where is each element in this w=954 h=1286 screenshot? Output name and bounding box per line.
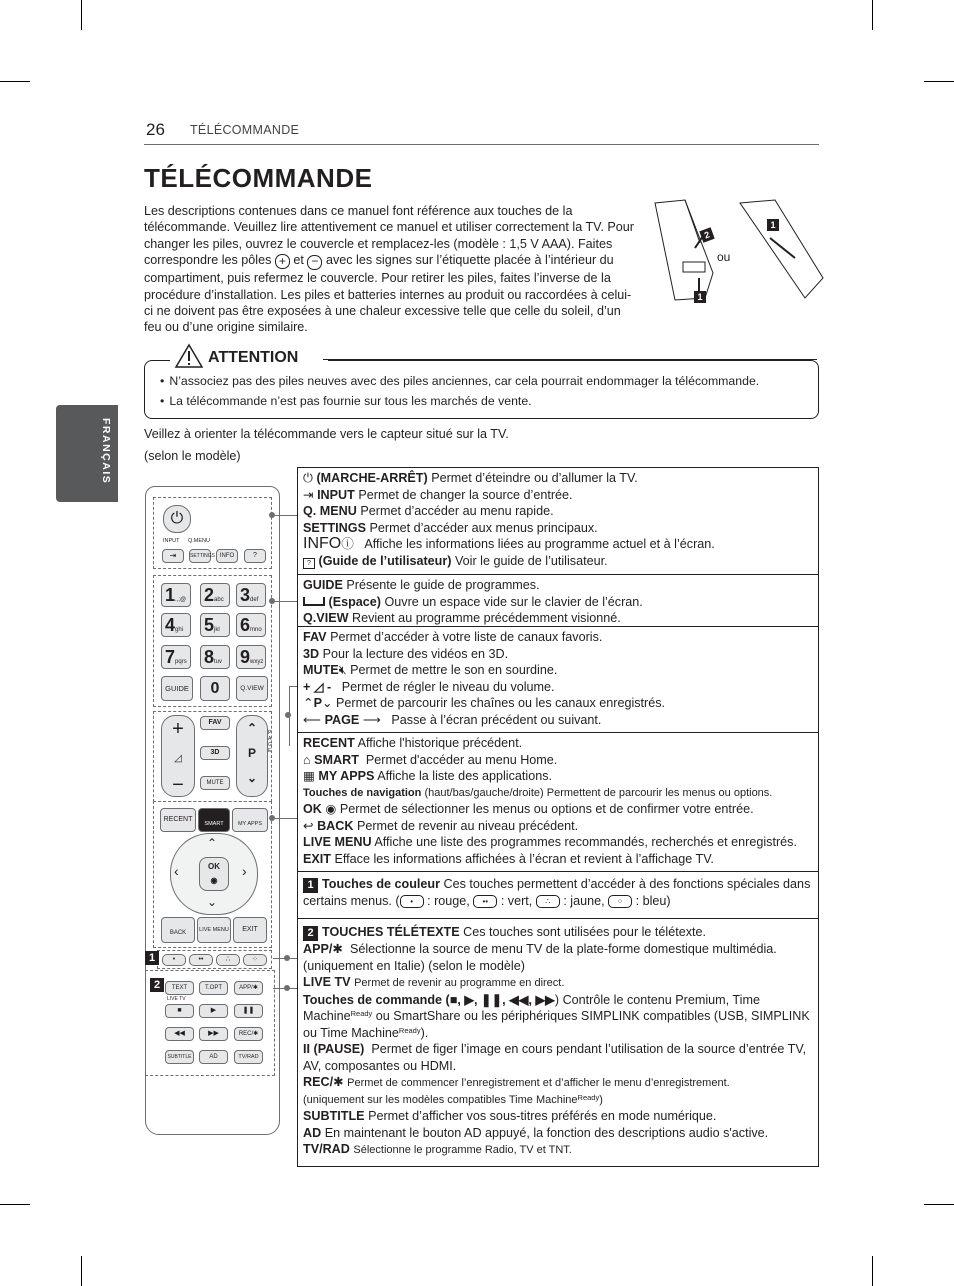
remote-p-label: P [247, 746, 256, 760]
remote-pause-button: ❚❚ [234, 1004, 263, 1018]
mute-key: MUTE [303, 663, 339, 677]
blue-label: : bleu) [635, 894, 671, 908]
remote-rec-button: REC/✱ [234, 1027, 263, 1041]
battery-step-1b: 1 [767, 219, 779, 231]
chevron-up-icon: ⌃ [303, 696, 314, 710]
recent-key: RECENT [303, 736, 355, 750]
remote-topt-button: T.OPT [199, 981, 228, 995]
nav-right-icon: › [242, 863, 247, 879]
remote-badge-1: 1 [145, 951, 159, 965]
remote-recent-button: RECENT [160, 808, 196, 832]
remote-settings-button: SETTINGS [189, 549, 211, 563]
remote-exit-button: EXIT [233, 917, 267, 943]
nav-up-icon: ⌃ [207, 836, 218, 850]
remote-info-button: INFO [216, 549, 238, 563]
qview-key: Q.VIEW [303, 611, 349, 625]
remote-mute-button: MUTE [200, 776, 230, 790]
app-key: APP/ [303, 942, 333, 956]
remote-livetv-label: LIVE TV [167, 996, 186, 1002]
table-row [298, 732, 818, 871]
settings-desc: Permet d’accéder aux menus principaux. [369, 520, 598, 535]
info-desc: Affiche les informations liées au programme actuel et à l’écran. [364, 537, 715, 551]
yellow-key-icon: ∴ [536, 895, 560, 908]
attention-top-rule [323, 359, 817, 360]
exit-desc: Efface les informations affichées à l’écran et revient à l’affichage TV. [334, 851, 714, 866]
blue-key-icon: ⁘ [608, 895, 632, 908]
remote-qview-button: Q.VIEW [236, 676, 268, 701]
remote-digit-9-button [236, 645, 266, 669]
myapps-key: MY APPS [318, 769, 375, 783]
leader-line [289, 686, 297, 687]
remote-digit-7-button [161, 645, 191, 669]
power-key: (MARCHE-ARRÊT) [316, 471, 428, 485]
minus-pole-icon: − [307, 255, 322, 270]
qview-desc: Revient au programme précédemment visionné. [351, 611, 621, 625]
guide-desc: Présente le guide de programmes. [346, 578, 540, 592]
control-desc-1: ) Contrôle le contenu Premium, Time Machine [303, 992, 760, 1023]
attention-item: • N’associez pas des piles neuves avec des piles anciennes, car cela pourrait endommager la télécommande. [160, 372, 759, 392]
header-rule [144, 144, 819, 145]
remote-power-button: ⏻ [163, 505, 191, 533]
livemenu-desc: Affiche une liste des programmes recommandés, recherchés et enregistrés. [374, 835, 797, 849]
volume-desc: Permet de régler le niveau du volume. [341, 679, 555, 694]
guide-key: GUIDE [303, 578, 343, 592]
attention-item: • La télécommande n’est pas fournie sur tous les marchés de vente. [160, 392, 759, 412]
livetv-desc: Permet de revenir au programme en direct. [354, 977, 565, 989]
user-guide-desc: Voir le guide de l’utilisateur. [454, 553, 608, 568]
space-desc: Ouvre un espace vide sur le clavier de l’écran. [384, 594, 643, 609]
red-label: : rouge, [427, 894, 470, 908]
back-icon: ↩ [303, 818, 314, 833]
digit-number: 6 [240, 615, 251, 635]
ok-desc: Permet de sélectionner les menus ou options et de confirmer votre entrée. [339, 802, 754, 816]
remote-rewind-button: ◀◀ [165, 1027, 194, 1041]
remote-page-label: PAGE [268, 730, 272, 754]
remote-myapps-button: MY APPS [232, 808, 268, 832]
table-row [298, 574, 818, 626]
nav-left-icon: ‹ [174, 863, 179, 879]
ready-sup: Ready [398, 1025, 421, 1035]
control-desc-2: ou SmartShare ou les périphériques SIMPLINK compatibles (USB, SIMPLINK ou Time Machine [303, 1009, 810, 1040]
user-guide-icon: ? [303, 558, 315, 569]
rec-note: (uniquement sur les modèles compatibles Time Machine [303, 1093, 578, 1106]
3d-desc: Pour la lecture des vidéos en 3D. [322, 646, 509, 661]
digit-number: 2 [204, 585, 215, 605]
ad-desc: En maintenant le bouton AD appuyé, la fonction des descriptions audio s'active. [324, 1125, 769, 1140]
nav-key: Touches de navigation [303, 786, 422, 799]
remote-qmenu-label: Q.MENU [188, 538, 210, 544]
table-row: ⏻ (MARCHE-ARRÊT) Permet d’éteindre ou d’allumer la TV. ⇥ INPUT Permet de changer la source d’entrée. Q. MENU Permet d’accéder au menu rapide. SETTINGS Permet d’accéder aux menus principaux. INFOⓘ Affiche les informations liées au programme actuel et à l’écran. ? (Guide de l’utilisateur) Voir le guide de l’utilisateur. [303, 471, 715, 568]
battery-step-1: 1 [694, 291, 706, 303]
ok-key: OK [303, 802, 322, 816]
remote-digit-2-button [200, 583, 230, 607]
leader-line [273, 988, 297, 989]
remote-input-label: INPUT [163, 538, 180, 544]
rec-note-end: ) [599, 1093, 603, 1106]
remote-smart-button: SMART [198, 808, 230, 832]
input-key: INPUT [317, 487, 355, 502]
intro-paragraph [144, 203, 640, 336]
digit-letters: mno [250, 627, 262, 633]
input-icon: ⇥ [303, 487, 314, 502]
page-key: PAGE [324, 712, 360, 727]
program-desc: Permet de parcourir les chaînes ou les canaux enregistrés. [336, 696, 666, 710]
language-tab-label: FRANÇAIS [100, 418, 112, 485]
digit-letters: .,;@ [175, 597, 187, 603]
digit-letters: def [250, 597, 259, 603]
crop-mark [0, 1204, 30, 1205]
remote-digit-1-button [161, 583, 191, 607]
remote-ok-button: OK ◉ [199, 857, 229, 891]
fav-key: FAV [303, 630, 327, 644]
yellow-label: : jaune, [563, 894, 605, 908]
digit-letters: wxyz [250, 659, 264, 665]
mute-desc: Permet de mettre le son en sourdine. [350, 663, 558, 677]
intro-part1: Les descriptions contenues dans ce manuel font référence aux touches de la télécommande. Veuillez lire attentivement ce manuel et utiliser correctement la TV. Pour changer les piles, ouvrez le couvercle et remplacez-les (modèle : 1,5 V AAA). Faites correspondre les pôles [144, 204, 634, 268]
app-desc: Sélectionne la source de menu TV de la plate-forme domestique multimédia. (uniquement en Italie) (selon le modèle) [303, 942, 777, 973]
intro-part3: avec les signes sur l’étiquette placée à l’intérieur du compartiment, puis refermez le couvercle. Pour retirer les piles, faites l’inverse de la procédure d’installation. Les piles et batteries internes au produit ou raccordées à celui-ci ne doivent pas être exposées à une chaleur excessive telle que celle du soleil, d’un feu ou d’une origine similaire. [144, 253, 632, 335]
user-guide-key: (Guide de l’utilisateur) [318, 553, 452, 568]
leader-line [289, 686, 290, 746]
digit-letters: tuv [214, 659, 223, 665]
model-note: (selon le modèle) [144, 449, 241, 463]
space-icon [303, 597, 325, 606]
remote-input-button: ⇥ [162, 549, 184, 563]
program-key: P [313, 696, 322, 710]
leader-line [273, 958, 297, 959]
remote-forward-button: ▶▶ [199, 1027, 228, 1041]
qmenu-desc: Permet d’accéder au menu rapide. [360, 504, 554, 518]
crop-mark [872, 1256, 873, 1286]
page-desc: Passe à l’écran précédent ou suivant. [391, 712, 602, 727]
digit-letters: abc [214, 597, 224, 603]
leader-dot [285, 712, 291, 718]
back-desc: Permet de revenir au niveau précédent. [356, 818, 579, 833]
remote-subtitle-button: SUBTITLE [165, 1050, 194, 1064]
info-key: INFO [303, 535, 342, 552]
ok-icon: ◉ [325, 802, 337, 816]
table-row [298, 626, 818, 732]
teletext-key: TOUCHES TÉLÉTEXTE [322, 925, 460, 939]
digit-letters: jkl [214, 627, 220, 633]
tvrad-key: TV/RAD [303, 1142, 350, 1156]
remote-ad-button: AD [199, 1050, 228, 1064]
apps-grid-icon: ▦ [303, 769, 315, 783]
control-desc-3: ). [420, 1025, 429, 1040]
subtitle-desc: Permet d’afficher vos sous-titres préférés en mode numérique. [368, 1109, 717, 1123]
recent-desc: Affiche l'historique précédent. [357, 736, 523, 750]
space-key: (Espace) [328, 594, 381, 609]
remote-digit-3-button [236, 583, 266, 607]
asterisk-icon: ✱ [333, 1075, 344, 1089]
digit-number: 4 [165, 615, 176, 635]
crop-mark [81, 0, 82, 30]
nav-down-icon: ⌄ [207, 895, 218, 909]
3d-key: 3D [303, 646, 320, 661]
subtitle-key: SUBTITLE [303, 1109, 365, 1123]
volume-key: + ◿ - [303, 679, 332, 694]
remote-text-button: TEXT [165, 981, 194, 995]
crop-mark [924, 1204, 954, 1205]
myapps-desc: Affiche la liste des applications. [377, 769, 552, 783]
page-title: TÉLÉCOMMANDE [144, 163, 373, 193]
digit-number: 5 [204, 615, 215, 635]
remote-stop-button: ■ [165, 1004, 194, 1018]
intro-part2: et [293, 253, 304, 268]
table-row [298, 918, 818, 1166]
remote-guide-button: GUIDE [161, 676, 193, 701]
pause-desc: Permet de figer l’image en cours pendant l’utilisation de la source d’entrée TV, AV, composantes ou HDMI. [303, 1042, 807, 1073]
page-number: 26 [146, 120, 165, 139]
remote-livemenu-button: LIVE MENU [197, 917, 231, 943]
page-left-icon: ⟵ [303, 712, 322, 727]
ad-key: AD [303, 1125, 322, 1140]
remote-volume-rocker: + ◿ − [161, 715, 195, 797]
digit-letters: pqrs [175, 659, 187, 665]
asterisk-icon: ✱ [332, 942, 343, 956]
green-label: : vert, [500, 894, 533, 908]
key-description-table [297, 467, 819, 1167]
nav-desc: (haut/bas/gauche/droite) Permettent de parcourir les menus ou options. [424, 786, 773, 799]
leader-line [275, 818, 297, 819]
digit-number: 3 [240, 585, 251, 605]
digit-number: 7 [165, 647, 176, 667]
info-icon: ⓘ [341, 537, 354, 551]
remote-digit-8-button [200, 645, 230, 669]
input-desc: Permet de changer la source d’entrée. [358, 487, 573, 502]
attention-list [160, 372, 759, 411]
running-header: TÉLÉCOMMANDE [190, 123, 300, 137]
smart-key: SMART [314, 752, 359, 767]
remote-digit-5-button [200, 613, 230, 637]
red-key-icon: • [400, 895, 424, 908]
remote-badge-2: 2 [150, 978, 164, 992]
tvrad-desc: Sélectionne le programme Radio, TV et TNT. [353, 1144, 572, 1156]
control-keys-key: Touches de commande ( [303, 992, 450, 1007]
battery-figure [645, 198, 827, 308]
leader-line [275, 515, 297, 516]
control-icons: ■, ▶, ❚❚, ◀◀, ▶▶ [449, 992, 555, 1007]
teletext-desc: Ces touches sont utilisées pour le télétexte. [463, 925, 707, 939]
remote-play-button: ▶ [199, 1004, 228, 1018]
warning-icon [174, 343, 204, 369]
remote-digit-4-button [161, 613, 191, 637]
pause-key: II (PAUSE) [303, 1042, 365, 1056]
back-key: BACK [317, 818, 354, 833]
orient-text: Veillez à orienter la télécommande vers le capteur situé sur la TV. [144, 427, 509, 441]
remote-tvrad-button: TV/RAD [234, 1050, 263, 1064]
remote-yellow-key: ∴ [216, 954, 240, 966]
remote-digit-6-button [236, 613, 266, 637]
remote-guide-help-button: ? [244, 549, 266, 563]
digit-number: 8 [204, 647, 215, 667]
table-row [298, 871, 818, 918]
remote-zero-button: 0 [200, 676, 230, 701]
ready-sup: Ready [350, 1009, 373, 1018]
fav-desc: Permet d’accéder à votre liste de canaux favoris. [330, 630, 603, 644]
leader-line [275, 601, 297, 602]
qmenu-key: Q. MENU [303, 504, 357, 518]
settings-key: SETTINGS [303, 520, 366, 535]
remote-3d-button: 3D [200, 746, 230, 760]
remote-fav-button: FAV [200, 716, 230, 730]
ready-sup: Ready [577, 1092, 600, 1102]
home-icon: ⌂ [303, 752, 311, 767]
power-desc: Permet d’éteindre ou d’allumer la TV. [431, 471, 638, 485]
or-label: ou [717, 250, 731, 264]
digit-letters: ghi [175, 627, 184, 633]
remote-program-rocker: ⌃ P ⌄ [236, 715, 268, 797]
mute-icon: 🔇︎ [338, 663, 347, 677]
attention-title: ATTENTION [208, 349, 299, 366]
plus-pole-icon: + [275, 254, 290, 269]
remote-app-button: APP/✱ [234, 981, 263, 995]
remote-back-button: BACK [161, 917, 195, 943]
badge-1: 1 [303, 878, 318, 893]
green-key-icon: •• [473, 895, 497, 908]
chevron-down-icon: ⌄ [321, 696, 333, 710]
crop-mark [0, 81, 30, 82]
color-keys-key: Touches de couleur [322, 877, 441, 891]
crop-mark [81, 1256, 82, 1286]
remote-ok-label: OK [208, 862, 220, 871]
digit-number: 1 [165, 585, 176, 605]
exit-key: EXIT [303, 851, 331, 866]
color-keys-desc: Ces touches permettent d’accéder à des fonctions spéciales dans certains menus. ( [303, 877, 811, 908]
rec-desc: Permet de commencer l’enregistrement et d’afficher le menu d’enregistrement. [347, 1077, 730, 1089]
livetv-key: LIVE TV [303, 975, 351, 989]
digit-number: 9 [240, 647, 251, 667]
crop-mark [872, 0, 873, 30]
smart-desc: Permet d'accéder au menu Home. [365, 752, 558, 767]
rec-key: REC/ [303, 1075, 334, 1089]
badge-2: 2 [303, 926, 318, 941]
remote-red-key: • [162, 954, 186, 966]
crop-mark [924, 81, 954, 82]
battery-step-2: 2 [699, 227, 714, 242]
page-right-icon: ⟶ [362, 712, 381, 727]
remote-blue-key: ⁘ [243, 954, 267, 966]
livemenu-key: LIVE MENU [303, 835, 372, 849]
remote-green-key: •• [189, 954, 213, 966]
